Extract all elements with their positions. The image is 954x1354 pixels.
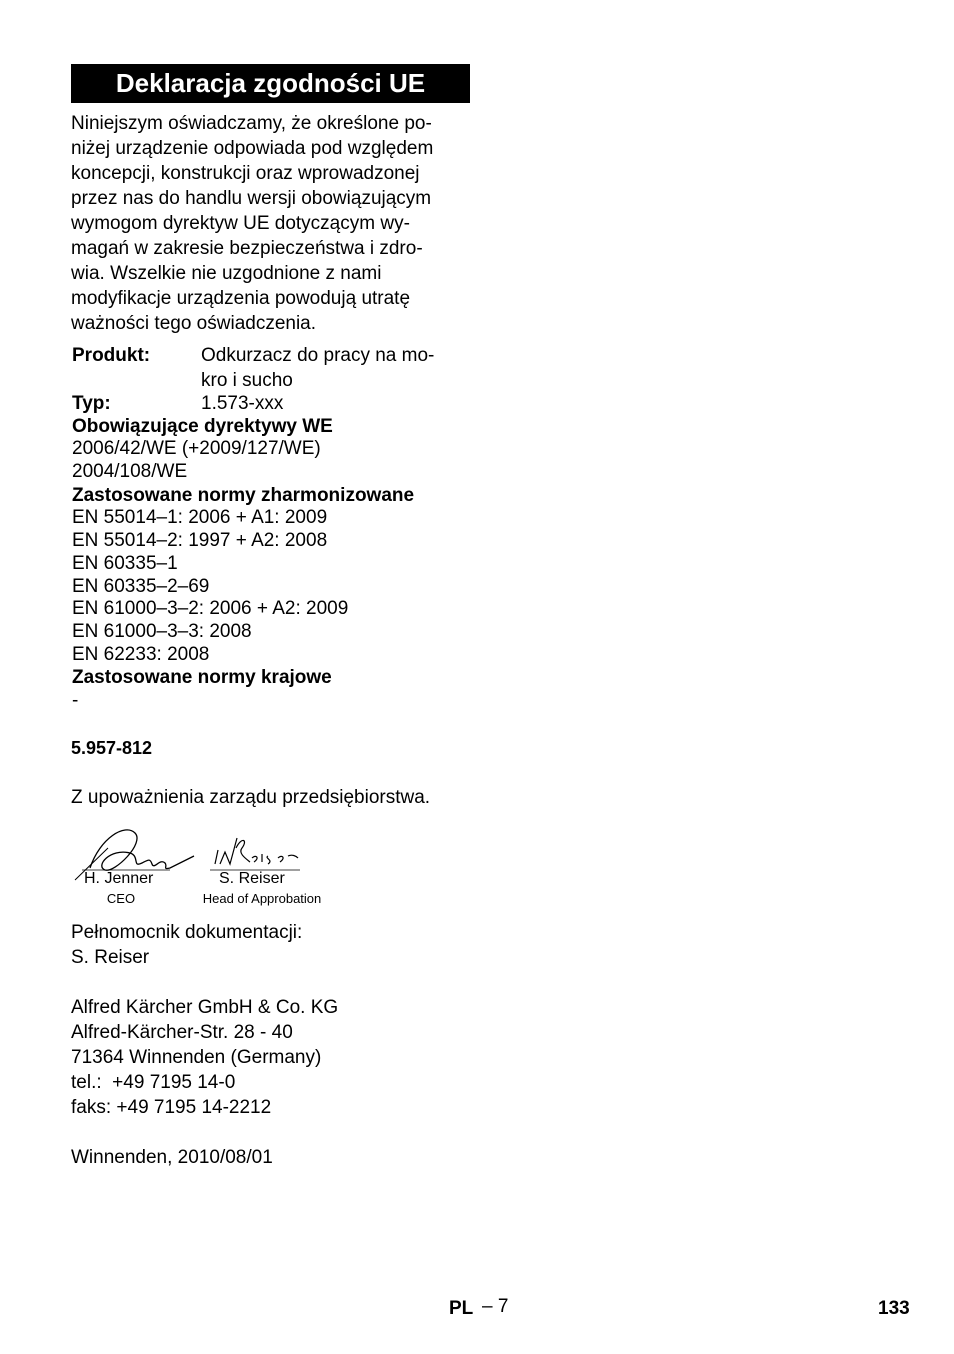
harmonized-item: EN 60335–1 [72, 553, 178, 574]
harmonized-item: EN 62233: 2008 [72, 644, 210, 665]
harmonized-item: EN 60335–2–69 [72, 576, 210, 597]
documentation-label: Pełnomocnik dokumentacji: [71, 922, 303, 943]
page-number: 133 [878, 1298, 910, 1319]
harmonized-item: EN 55014–2: 1997 + A2: 2008 [72, 530, 328, 551]
intro-line: magań w zakresie bezpieczeństwa i zdro- [71, 238, 423, 259]
harmonized-item: EN 61000–3–2: 2006 + A2: 2009 [72, 598, 349, 619]
intro-paragraph [71, 111, 466, 336]
directive-item: 2006/42/WE (+2009/127/WE) [72, 438, 321, 459]
authorization-text: Z upoważnienia zarządu przedsiębiorstwa. [71, 787, 431, 808]
product-value-line: Odkurzacz do pracy na mo- [201, 345, 435, 366]
address-line: Alfred-Kärcher-Str. 28 - 40 [71, 1022, 293, 1043]
signatory-name: S. Reiser [219, 870, 285, 887]
harmonized-item: EN 61000–3–3: 2008 [72, 621, 252, 642]
footer-language: PL [449, 1298, 474, 1319]
harmonized-heading: Zastosowane normy zharmonizowane [72, 485, 415, 506]
footer-section: – 7 [482, 1296, 509, 1317]
national-value: - [72, 690, 79, 711]
intro-line: wymogom dyrektyw UE dotyczącym wy- [71, 213, 410, 234]
place-date: Winnenden, 2010/08/01 [71, 1147, 273, 1168]
intro-line: ważności tego oświadczenia. [71, 313, 317, 334]
product-value [201, 343, 434, 393]
intro-line: wia. Wszelkie nie uzgodnione z nami [71, 263, 382, 284]
intro-line: przez nas do handlu wersji obowiązującym [71, 188, 432, 209]
product-value-line: kro i sucho [201, 370, 293, 391]
documentation-name: S. Reiser [71, 947, 150, 968]
address-line: tel.: +49 7195 14-0 [71, 1072, 236, 1093]
document-number: 5.957-812 [71, 738, 153, 758]
directives-heading: Obowiązujące dyrektywy WE [72, 416, 333, 437]
intro-line: koncepcji, konstrukcji oraz wprowadzonej [71, 163, 420, 184]
intro-line: Niniejszym oświadczamy, że określone po- [71, 113, 432, 134]
directive-item: 2004/108/WE [72, 461, 188, 482]
product-label: Produkt: [72, 345, 151, 366]
type-label: Typ: [72, 393, 111, 414]
address-line: faks: +49 7195 14-2212 [71, 1097, 272, 1118]
intro-line: modyfikacje urządzenia powodują utratę [71, 288, 411, 309]
intro-line: niżej urządzenie odpowiada pod względem [71, 138, 434, 159]
signatory-name: H. Jenner [84, 870, 154, 887]
harmonized-item: EN 55014–1: 2006 + A1: 2009 [72, 507, 328, 528]
page-title: Deklaracja zgodności UE [71, 64, 470, 103]
type-value: 1.573-xxx [201, 393, 284, 414]
address-line: 71364 Winnenden (Germany) [71, 1047, 322, 1068]
address-line: Alfred Kärcher GmbH & Co. KG [71, 997, 339, 1018]
signatory-role: CEO [106, 891, 136, 906]
signatory-role: Head of Approbation [202, 891, 322, 906]
national-heading: Zastosowane normy krajowe [72, 667, 332, 688]
